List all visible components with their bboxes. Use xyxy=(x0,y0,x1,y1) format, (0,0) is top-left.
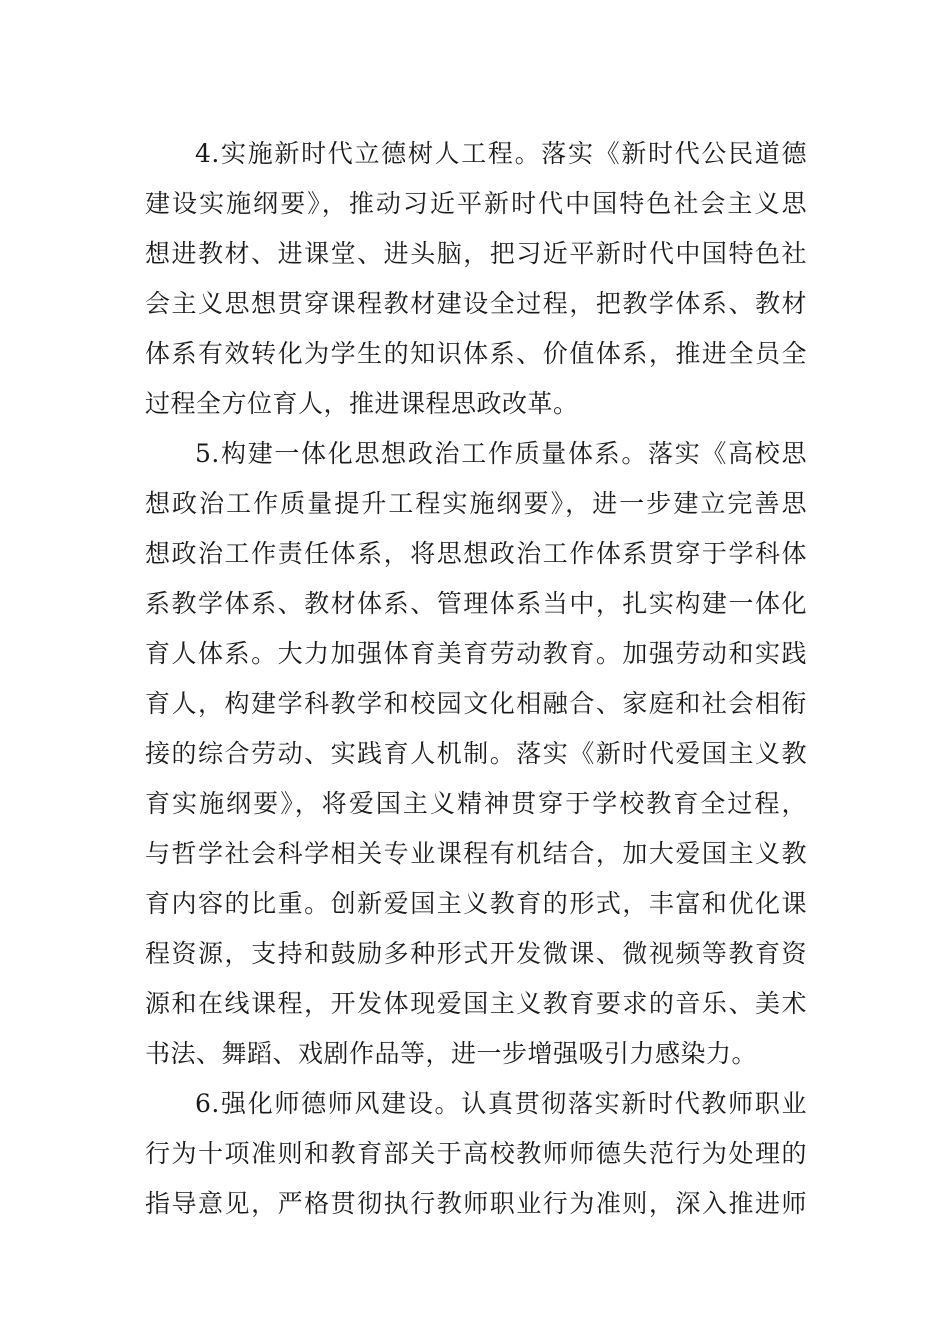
paragraph-5-line-3: 想政治工作责任体系，将思想政治工作体系贯穿于学科体 xyxy=(145,539,807,568)
paragraph-6-line-3: 指导意见，严格贯彻执行教师职业行为准则，深入推进师 xyxy=(145,1189,807,1218)
paragraph-4-line-6: 过程全方位育人，推进课程思政改革。 xyxy=(145,389,579,418)
paragraph-4-line-2: 建设实施纲要》，推动习近平新时代中国特色社会主义思 xyxy=(145,189,807,218)
paragraph-6-line-1: 6.强化师德师风建设。认真贯彻落实新时代教师职业 xyxy=(195,1089,807,1118)
paragraph-4-line-1: 4.实施新时代立德树人工程。落实《新时代公民道德 xyxy=(195,139,807,168)
paragraph-4-line-4: 会主义思想贯穿课程教材建设全过程，把教学体系、教材 xyxy=(145,289,807,318)
paragraph-5-line-9: 与哲学社会科学相关专业课程有机结合，加大爱国主义教 xyxy=(145,839,807,868)
paragraph-5-line-2: 想政治工作质量提升工程实施纲要》，进一步建立完善思 xyxy=(145,489,807,518)
paragraph-4-line-3: 想进教材、进课堂、进头脑，把习近平新时代中国特色社 xyxy=(145,239,807,268)
paragraph-6-line-2: 行为十项准则和教育部关于高校教师师德失范行为处理的 xyxy=(145,1139,807,1168)
paragraph-5-line-7: 接的综合劳动、实践育人机制。落实《新时代爱国主义教 xyxy=(145,739,807,768)
paragraph-5-line-8: 育实施纲要》，将爱国主义精神贯穿于学校教育全过程， xyxy=(145,789,807,818)
paragraph-5-line-12: 源和在线课程，开发体现爱国主义教育要求的音乐、美术 xyxy=(145,989,807,1018)
paragraph-5-line-13: 书法、舞蹈、戏剧作品等，进一步增强吸引力感染力。 xyxy=(145,1039,758,1068)
paragraph-4-line-5: 体系有效转化为学生的知识体系、价值体系，推进全员全 xyxy=(145,339,807,368)
paragraph-5-line-5: 育人体系。大力加强体育美育劳动教育。加强劳动和实践 xyxy=(145,639,807,668)
paragraph-5-line-1: 5.构建一体化思想政治工作质量体系。落实《高校思 xyxy=(195,439,807,468)
paragraph-5-line-6: 育人，构建学科教学和校园文化相融合、家庭和社会相衔 xyxy=(145,689,807,718)
paragraph-5-line-11: 程资源，支持和鼓励多种形式开发微课、微视频等教育资 xyxy=(145,939,807,968)
document-body xyxy=(145,129,807,1229)
paragraph-5-line-10: 育内容的比重。创新爱国主义教育的形式，丰富和优化课 xyxy=(145,889,807,918)
paragraph-5-line-4: 系教学体系、教材体系、管理体系当中，扎实构建一体化 xyxy=(145,589,807,618)
